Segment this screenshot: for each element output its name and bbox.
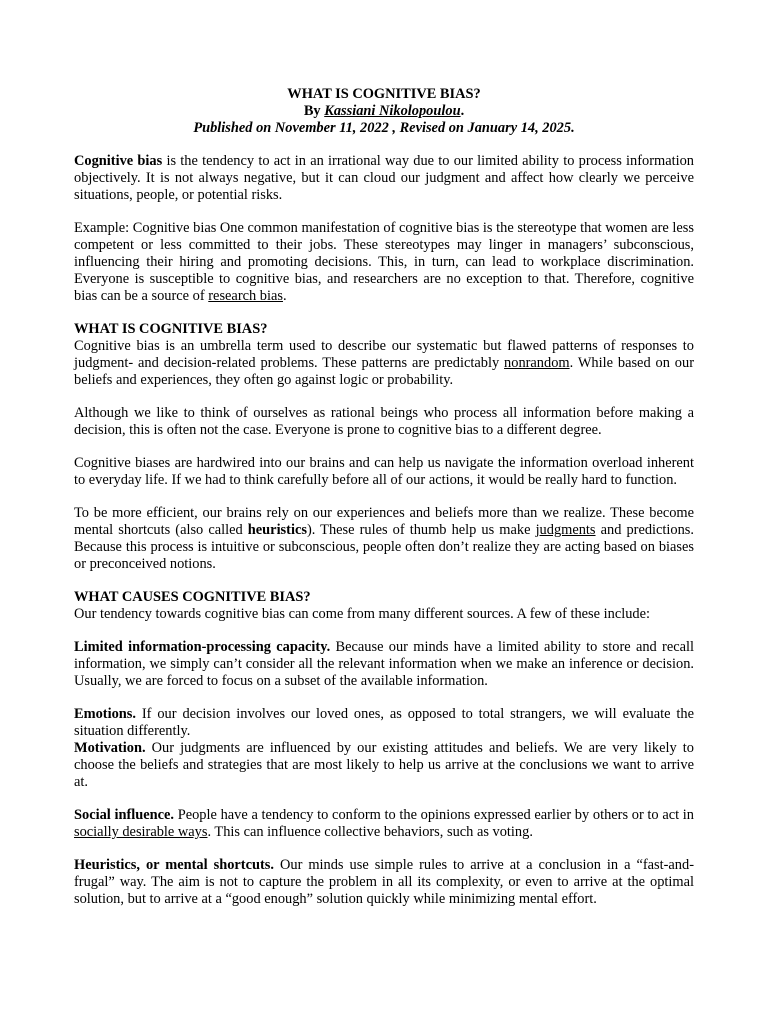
efficiency-text-b: ). These rules of thumb help us make [306,522,536,538]
efficiency-text-c: and predictions. Because this process is intuitive or subconscious, people often don’t realize they are acting based on biases or preconceived notions. [74,522,695,572]
cause-term: Limited information-processing capacity. [74,639,331,655]
byline-prefix: By [303,103,325,119]
byline-suffix: . [460,103,465,119]
cause-item-heuristics [74,857,694,908]
cause-item-limited-capacity [74,639,694,690]
example-paragraph [74,220,694,305]
cause-text: Our minds use simple rules to arrive at a conclusion in a “fast-and-frugal” way. The aim is not to capture the problem in all its complexity, or even to arrive at the optimal solution, but to arrive at a “good enough” solution quickly while minimizing mental effort. [74,857,694,907]
definition-text-b: . While based on our beliefs and experiences, they often go against logic or probability. [74,355,694,388]
cause-item-emotions [74,706,694,740]
socially-desirable-link[interactable]: socially desirable ways [74,824,208,840]
cause-term: Motivation. [74,740,146,756]
cause-term: Emotions. [74,706,136,722]
judgments-link[interactable]: judgments [535,522,596,538]
cause-item-motivation [74,740,694,791]
definition-paragraph [74,338,694,389]
cause-term: Heuristics, or mental shortcuts. [74,857,274,873]
cause-item-social-influence [74,807,694,841]
nonrandom-link[interactable]: nonrandom [504,355,570,371]
cause-term: Social influence. [74,807,175,823]
efficiency-text-a: To be more efficient, our brains rely on our experiences and beliefs more than we realize. These become mental shortcuts (also called [74,505,694,538]
publication-dates [74,120,694,137]
document-title: WHAT IS COGNITIVE BIAS? [287,86,481,102]
heuristics-term: heuristics [247,522,307,538]
document-body [74,153,694,908]
rational-beings-paragraph: Although we like to think of ourselves as rational beings who process all information before making a decision, this is often not the case. Everyone is prone to cognitive bias to a different degree. [74,405,694,438]
cause-text: If our decision involves our loved ones, as opposed to total strangers, we will evaluate the situation differently. [74,706,694,739]
cause-text: People have a tendency to conform to the opinions expressed earlier by others or to act in [174,807,694,823]
cause-text-end: . This can influence collective behaviors, such as voting. [207,824,533,840]
efficiency-paragraph [74,505,694,573]
intro-paragraph [74,153,694,204]
example-text: Example: Cognitive bias One common manifestation of cognitive bias is the stereotype that women are less competent or less committed to their jobs. These stereotypes may linger in managers’ subconscious, influencing their hiring and promoting decisions. This, in turn, can lead to workplace discrimination. Everyone is susceptible to cognitive bias, and researchers are no exception to that. Therefore, cognitive bias can be a source of [74,220,694,304]
intro-term: Cognitive bias [74,153,163,169]
byline [74,103,694,120]
cause-text: Because our minds have a limited ability to store and recall information, we simply can’t consider all the relevant information when we make an inference or decision. Usually, we are forced to focus on a subset of the available information. [74,639,694,689]
publication-dates-text: Published on November 11, 2022 , Revised on January 14, 2025 [193,120,572,136]
definition-text-a: Cognitive bias is an umbrella term used to describe our systematic but flawed patterns of responses to judgment- and decision-related problems. These patterns are predictably [74,338,694,371]
section-heading-what-is: WHAT IS COGNITIVE BIAS? [74,321,268,337]
example-end: . [282,288,287,304]
author-link[interactable]: Kassiani Nikolopoulou [324,103,461,119]
hardwired-paragraph: Cognitive biases are hardwired into our brains and can help us navigate the information overload inherent to everyday life. If we had to think carefully before all of our actions, it would be really hard to function. [74,455,694,488]
research-bias-link[interactable]: research bias [208,288,283,304]
intro-text: is the tendency to act in an irrational way due to our limited ability to process information objectively. It is not always negative, but it can cloud our judgment and affect how clearly we perceive situations, people, or potential risks. [74,153,694,203]
publication-dates-suffix: . [571,120,575,136]
cause-text: Our judgments are influenced by our existing attitudes and beliefs. We are very likely to choose the beliefs and strategies that are most likely to help us arrive at the conclusions we want to arrive at. [74,740,694,790]
section-heading-causes: WHAT CAUSES COGNITIVE BIAS? [74,589,311,605]
document-header [74,86,694,137]
causes-intro: Our tendency towards cognitive bias can come from many different sources. A few of these include: [74,606,650,622]
